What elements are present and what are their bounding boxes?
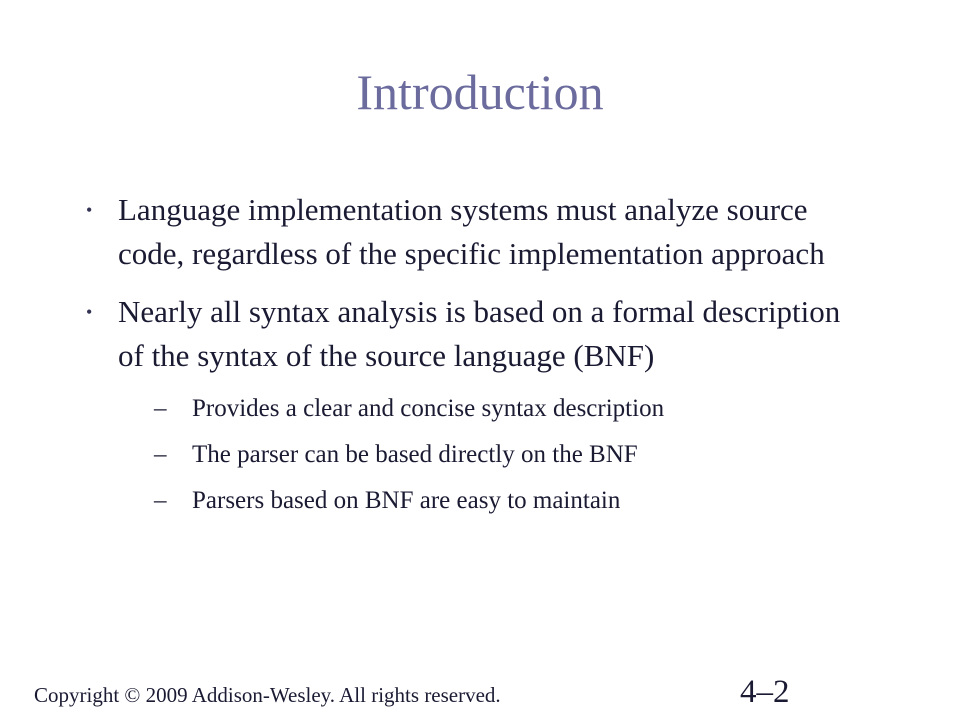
sub-bullet-item — [152, 484, 864, 518]
bullet-text: Language implementation systems must analyze source code, regardless of the specific implementation approach — [118, 192, 825, 271]
sub-bullet-list — [152, 392, 864, 518]
sub-bullet-item — [152, 392, 864, 426]
sub-bullet-marker: – — [154, 395, 167, 422]
bullet-list — [84, 188, 864, 518]
page-number: 4–2 — [740, 674, 790, 710]
sub-bullet-marker: – — [154, 487, 167, 514]
bullet-text: Nearly all syntax analysis is based on a formal description of the syntax of the source language (BNF) — [118, 294, 841, 373]
bullet-item — [84, 188, 864, 276]
sub-bullet-item — [152, 438, 864, 472]
sub-bullet-text: The parser can be based directly on the BNF — [192, 441, 638, 468]
bullet-marker: • — [86, 302, 93, 322]
slide-title: Introduction — [356, 64, 604, 120]
bullet-marker: • — [86, 200, 93, 220]
sub-bullet-text: Parsers based on BNF are easy to maintain — [192, 487, 621, 514]
sub-bullet-text: Provides a clear and concise syntax description — [192, 395, 665, 422]
sub-bullet-marker: – — [154, 441, 167, 468]
bullet-item — [84, 290, 864, 518]
copyright-notice: Copyright © 2009 Addison-Wesley. All rights reserved. — [34, 683, 501, 707]
